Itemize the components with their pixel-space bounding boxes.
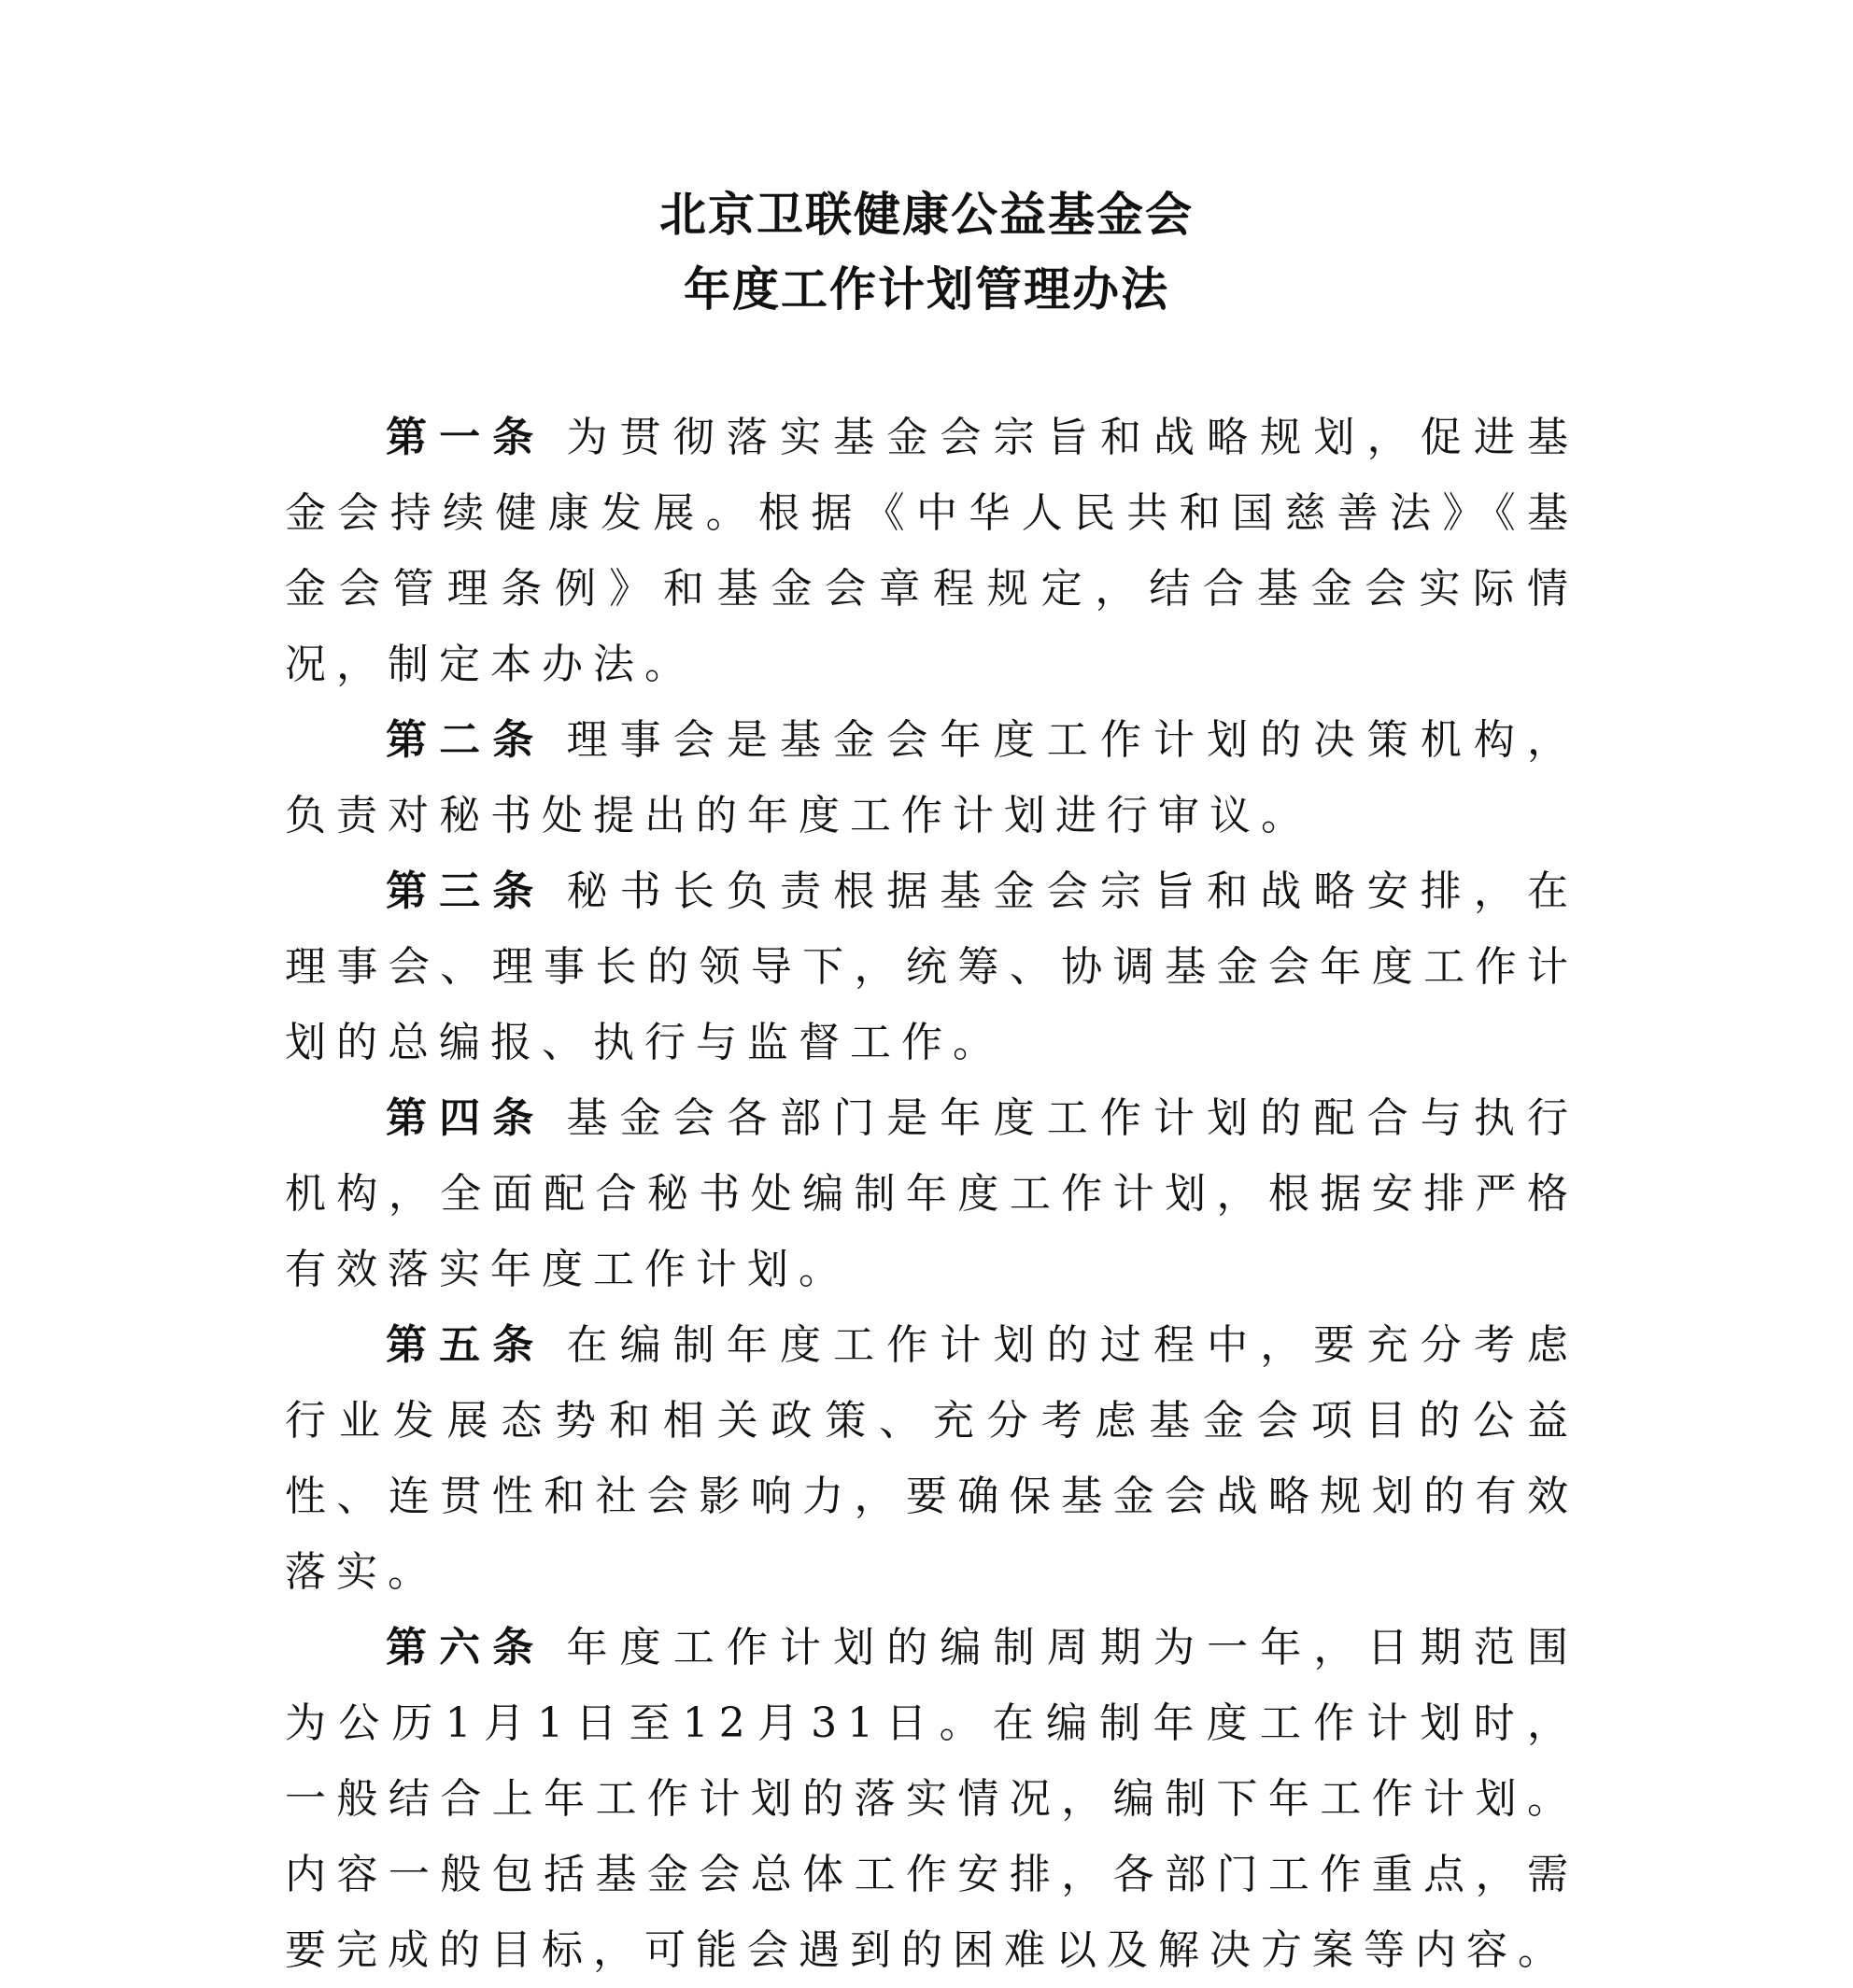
article-4 xyxy=(285,1080,1578,1307)
article-6 xyxy=(285,1610,1578,1988)
document-title xyxy=(0,177,1853,327)
article-number: 第二条 xyxy=(386,716,546,764)
title-line-organization: 北京卫联健康公益基金会 xyxy=(659,188,1194,242)
article-2 xyxy=(285,702,1578,853)
article-text: 理事会是基金会年度工作计划的决策机构，负责对秘书处提出的年度工作计划进行审议。 xyxy=(285,716,1579,839)
article-3 xyxy=(285,853,1578,1080)
article-number: 第六条 xyxy=(386,1624,546,1671)
article-text: 秘书长负责根据基金会宗旨和战略安排，在理事会、理事长的领导下，统筹、协调基金会年度工作计划的总编报、执行与监督工作。 xyxy=(285,867,1579,1066)
article-number: 第五条 xyxy=(386,1321,546,1369)
article-5 xyxy=(285,1307,1578,1610)
article-text: 在编制年度工作计划的过程中，要充分考虑行业发展态势和相关政策、充分考虑基金会项目的公益性、连贯性和社会影响力，要确保基金会战略规划的有效落实。 xyxy=(285,1321,1579,1596)
article-text: 为贯彻落实基金会宗旨和战略规划，促进基金会持续健康发展。根据《中华人民共和国慈善法》《基金会管理条例》和基金会章程规定，结合基金会实际情况，制定本办法。 xyxy=(285,414,1579,688)
article-number: 第一条 xyxy=(386,414,546,461)
article-number: 第四条 xyxy=(386,1094,546,1142)
article-text: 年度工作计划的编制周期为一年，日期范围为公历1月1日至12月31日。在编制年度工作计划时，一般结合上年工作计划的落实情况，编制下年工作计划。内容一般包括基金会总体工作安排，各部门工作重点，需要完成的目标，可能会遇到的困难以及解决方案等内容。 xyxy=(285,1624,1579,1974)
article-text: 基金会各部门是年度工作计划的配合与执行机构，全面配合秘书处编制年度工作计划，根据安排严格有效落实年度工作计划。 xyxy=(285,1094,1579,1293)
title-line-subject: 年度工作计划管理办法 xyxy=(684,262,1169,317)
document-body xyxy=(285,400,1578,1988)
article-number: 第三条 xyxy=(386,867,546,915)
article-1 xyxy=(285,400,1578,702)
